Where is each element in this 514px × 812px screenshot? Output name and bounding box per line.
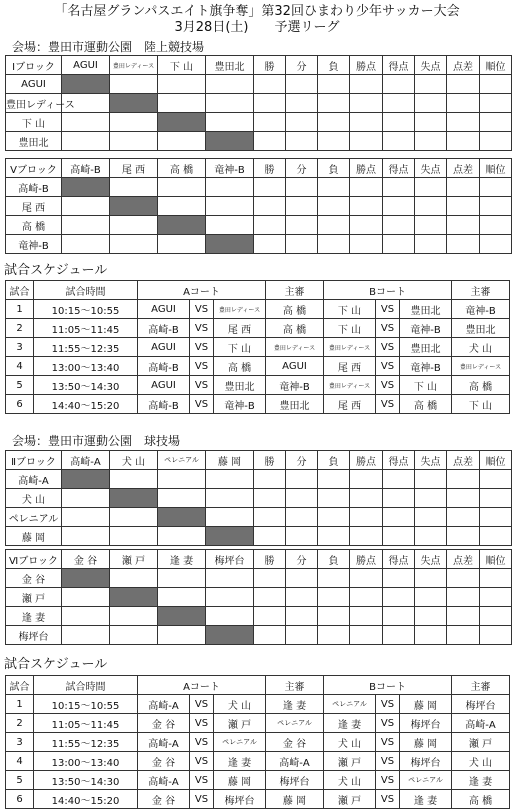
block-table-6 — [5, 549, 512, 645]
block-team-row — [6, 94, 512, 113]
title-line-2: 3月28日(土) 予選リーグ — [174, 20, 340, 35]
match-no: 5 — [6, 771, 34, 790]
self-match-cell — [62, 178, 110, 197]
block-team-row — [6, 178, 512, 197]
self-match-cell — [158, 216, 206, 235]
team-row-label: 犬 山 — [6, 489, 62, 508]
block-team-row — [6, 626, 512, 645]
schedule-header-row — [6, 281, 510, 300]
team-row-label: AGUI — [6, 75, 62, 94]
col-head-b-court: Bコート — [324, 281, 452, 300]
vs-label: VS — [190, 395, 214, 414]
match-no: 1 — [6, 695, 34, 714]
result-col-head: 負 — [318, 451, 350, 470]
self-match-cell — [62, 470, 110, 489]
a-away-team: 犬 山 — [214, 695, 266, 714]
col-head-time: 試合時間 — [34, 281, 138, 300]
team-col-head: 尾 西 — [110, 159, 158, 178]
match-time: 10:15～10:55 — [34, 695, 138, 714]
b-away-team: 下 山 — [400, 376, 452, 395]
table-row — [6, 733, 510, 752]
result-col-head: 得点 — [383, 451, 415, 470]
a-referee: 高 橋 — [266, 319, 324, 338]
b-home-team: 下 山 — [324, 319, 376, 338]
vs-label: VS — [376, 695, 400, 714]
team-col-head: 藤 岡 — [206, 451, 254, 470]
match-no: 3 — [6, 733, 34, 752]
b-home-team: 犬 山 — [324, 733, 376, 752]
b-referee: 下 山 — [452, 395, 510, 414]
table-row — [6, 376, 510, 395]
a-referee: 藤 岡 — [266, 790, 324, 809]
col-head-referee: 主審 — [266, 281, 324, 300]
result-col-head: 順位 — [480, 56, 512, 75]
b-referee: 梅坪台 — [452, 695, 510, 714]
team-row-label: ペレニアル — [6, 508, 62, 527]
block-header-row — [6, 550, 512, 569]
match-time: 13:50～14:30 — [34, 376, 138, 395]
result-col-head: 負 — [318, 159, 350, 178]
vs-label: VS — [376, 376, 400, 395]
result-col-head: 負 — [318, 56, 350, 75]
result-col-head: 点差 — [447, 56, 480, 75]
vs-label: VS — [376, 714, 400, 733]
b-home-team: 豊田レディース — [324, 338, 376, 357]
block-team-row — [6, 508, 512, 527]
vs-label: VS — [376, 300, 400, 319]
result-col-head: 失点 — [415, 56, 447, 75]
block-team-row — [6, 235, 512, 254]
b-away-team: 豊田北 — [400, 338, 452, 357]
a-home-team: AGUI — [138, 300, 190, 319]
match-no: 2 — [6, 319, 34, 338]
match-time: 11:05～11:45 — [34, 319, 138, 338]
a-home-team: 高崎-B — [138, 395, 190, 414]
b-home-team: 犬 山 — [324, 771, 376, 790]
b-away-team: 逢 妻 — [400, 790, 452, 809]
block-label: Ⅰブロック — [6, 56, 62, 75]
team-col-head: 豊田北 — [206, 56, 254, 75]
table-row — [6, 790, 510, 809]
schedule-title-2: 試合スケジュール — [4, 657, 108, 672]
team-row-label: 竜神-B — [6, 235, 62, 254]
block-team-row — [6, 216, 512, 235]
match-time: 11:05～11:45 — [34, 714, 138, 733]
a-referee: 豊田北 — [266, 395, 324, 414]
match-time: 14:40～15:20 — [34, 790, 138, 809]
col-head-referee: 主審 — [452, 676, 510, 695]
schedule-table-1 — [5, 280, 510, 414]
block-label: Ⅵブロック — [6, 550, 62, 569]
vs-label: VS — [190, 319, 214, 338]
col-head-a-court: Aコート — [138, 281, 266, 300]
team-row-label: 豊田北 — [6, 132, 62, 151]
a-away-team: 梅坪台 — [214, 790, 266, 809]
match-no: 4 — [6, 357, 34, 376]
vs-label: VS — [190, 771, 214, 790]
result-col-head: 得点 — [383, 56, 415, 75]
team-col-head: AGUI — [62, 56, 110, 75]
block-header-row — [6, 451, 512, 470]
block-table-5 — [5, 158, 512, 254]
result-col-head: 分 — [286, 159, 318, 178]
b-referee: 高 橋 — [452, 790, 510, 809]
table-row — [6, 357, 510, 376]
schedule-title-1: 試合スケジュール — [4, 263, 108, 278]
a-home-team: 高崎-A — [138, 733, 190, 752]
self-match-cell — [110, 489, 158, 508]
col-head-referee: 主審 — [452, 281, 510, 300]
block-team-row — [6, 132, 512, 151]
match-no: 6 — [6, 790, 34, 809]
result-col-head: 勝 — [254, 159, 286, 178]
match-no: 6 — [6, 395, 34, 414]
a-home-team: 高崎-A — [138, 771, 190, 790]
self-match-cell — [158, 508, 206, 527]
match-no: 3 — [6, 338, 34, 357]
vs-label: VS — [376, 338, 400, 357]
self-match-cell — [158, 113, 206, 132]
block-team-row — [6, 489, 512, 508]
match-no: 4 — [6, 752, 34, 771]
team-col-head: ペレニアル — [158, 451, 206, 470]
b-home-team: 瀬 戸 — [324, 790, 376, 809]
b-referee: 犬 山 — [452, 338, 510, 357]
self-match-cell — [62, 569, 110, 588]
result-col-head: 勝 — [254, 550, 286, 569]
b-referee: 高 橋 — [452, 376, 510, 395]
table-row — [6, 319, 510, 338]
a-referee: 逢 妻 — [266, 695, 324, 714]
table-row — [6, 300, 510, 319]
vs-label: VS — [190, 733, 214, 752]
col-head-a-court: Aコート — [138, 676, 266, 695]
match-no: 2 — [6, 714, 34, 733]
block-team-row — [6, 470, 512, 489]
table-row — [6, 714, 510, 733]
vs-label: VS — [376, 395, 400, 414]
result-col-head: 失点 — [415, 159, 447, 178]
vs-label: VS — [376, 752, 400, 771]
team-row-label: 高 橋 — [6, 216, 62, 235]
block-header-row — [6, 56, 512, 75]
a-away-team: 下 山 — [214, 338, 266, 357]
b-referee: 高崎-A — [452, 714, 510, 733]
b-home-team: 下 山 — [324, 300, 376, 319]
a-referee: 高崎-A — [266, 752, 324, 771]
a-away-team: 藤 岡 — [214, 771, 266, 790]
result-col-head: 点差 — [447, 550, 480, 569]
match-time: 13:00～13:40 — [34, 752, 138, 771]
b-referee: 豊田レディース — [452, 357, 510, 376]
b-away-team: 藤 岡 — [400, 733, 452, 752]
a-away-team: 高 橋 — [214, 357, 266, 376]
b-away-team: 藤 岡 — [400, 695, 452, 714]
block-table-1 — [5, 55, 512, 151]
block-header-row — [6, 159, 512, 178]
a-away-team: ペレニアル — [214, 733, 266, 752]
schedule-header-row — [6, 676, 510, 695]
b-referee: 竜神-B — [452, 300, 510, 319]
result-col-head: 順位 — [480, 451, 512, 470]
block-label: Ⅱブロック — [6, 451, 62, 470]
result-col-head: 分 — [286, 550, 318, 569]
a-away-team: 逢 妻 — [214, 752, 266, 771]
a-referee: AGUI — [266, 357, 324, 376]
block-team-row — [6, 588, 512, 607]
self-match-cell — [206, 132, 254, 151]
vs-label: VS — [190, 752, 214, 771]
vs-label: VS — [376, 357, 400, 376]
vs-label: VS — [190, 714, 214, 733]
col-head-no: 試合 — [6, 676, 34, 695]
team-row-label: 尾 西 — [6, 197, 62, 216]
block-team-row — [6, 607, 512, 626]
a-home-team: 金 谷 — [138, 790, 190, 809]
b-home-team: 尾 西 — [324, 357, 376, 376]
team-col-head: 瀬 戸 — [110, 550, 158, 569]
result-col-head: 勝点 — [350, 550, 383, 569]
result-col-head: 勝点 — [350, 451, 383, 470]
self-match-cell — [206, 626, 254, 645]
result-col-head: 勝点 — [350, 159, 383, 178]
a-referee: 高 橋 — [266, 300, 324, 319]
team-col-head: 梅坪台 — [206, 550, 254, 569]
table-row — [6, 695, 510, 714]
b-away-team: 竜神-B — [400, 357, 452, 376]
table-row — [6, 771, 510, 790]
b-home-team: ペレニアル — [324, 695, 376, 714]
block-team-row — [6, 75, 512, 94]
b-away-team: 竜神-B — [400, 319, 452, 338]
team-row-label: 金 谷 — [6, 569, 62, 588]
a-away-team: 瀬 戸 — [214, 714, 266, 733]
col-head-referee: 主審 — [266, 676, 324, 695]
b-away-team: ペレニアル — [400, 771, 452, 790]
self-match-cell — [158, 607, 206, 626]
team-row-label: 高崎-B — [6, 178, 62, 197]
match-time: 11:55～12:35 — [34, 733, 138, 752]
schedule-table-2 — [5, 675, 510, 809]
table-row — [6, 395, 510, 414]
result-col-head: 得点 — [383, 159, 415, 178]
vs-label: VS — [376, 771, 400, 790]
match-time: 14:40～15:20 — [34, 395, 138, 414]
self-match-cell — [110, 588, 158, 607]
result-col-head: 負 — [318, 550, 350, 569]
vs-label: VS — [190, 790, 214, 809]
b-referee: 犬 山 — [452, 752, 510, 771]
match-time: 13:00～13:40 — [34, 357, 138, 376]
block-team-row — [6, 197, 512, 216]
a-home-team: 高崎-B — [138, 319, 190, 338]
team-col-head: 高崎-A — [62, 451, 110, 470]
self-match-cell — [206, 527, 254, 546]
result-col-head: 点差 — [447, 451, 480, 470]
self-match-cell — [206, 235, 254, 254]
a-away-team: 竜神-B — [214, 395, 266, 414]
block-team-row — [6, 527, 512, 546]
team-row-label: 藤 岡 — [6, 527, 62, 546]
a-referee: 金 谷 — [266, 733, 324, 752]
b-referee: 逢 妻 — [452, 771, 510, 790]
vs-label: VS — [190, 338, 214, 357]
b-home-team: 豊田レディース — [324, 376, 376, 395]
vs-label: VS — [190, 695, 214, 714]
b-referee: 瀬 戸 — [452, 733, 510, 752]
col-head-time: 試合時間 — [34, 676, 138, 695]
team-row-label: 下 山 — [6, 113, 62, 132]
team-col-head: 逢 妻 — [158, 550, 206, 569]
result-col-head: 勝 — [254, 56, 286, 75]
team-row-label: 瀬 戸 — [6, 588, 62, 607]
match-time: 10:15～10:55 — [34, 300, 138, 319]
team-row-label: 逢 妻 — [6, 607, 62, 626]
vs-label: VS — [376, 319, 400, 338]
vs-label: VS — [190, 376, 214, 395]
result-col-head: 分 — [286, 451, 318, 470]
self-match-cell — [62, 75, 110, 94]
team-col-head: 高 橋 — [158, 159, 206, 178]
b-away-team: 高 橋 — [400, 395, 452, 414]
a-home-team: 高崎-B — [138, 357, 190, 376]
vs-label: VS — [376, 733, 400, 752]
result-col-head: 失点 — [415, 451, 447, 470]
team-col-head: 犬 山 — [110, 451, 158, 470]
result-col-head: 得点 — [383, 550, 415, 569]
a-away-team: 豊田北 — [214, 376, 266, 395]
block-label: Ⅴブロック — [6, 159, 62, 178]
a-home-team: 金 谷 — [138, 714, 190, 733]
col-head-b-court: Bコート — [324, 676, 452, 695]
result-col-head: 点差 — [447, 159, 480, 178]
vs-label: VS — [376, 790, 400, 809]
team-col-head: 高崎-B — [62, 159, 110, 178]
vs-label: VS — [190, 357, 214, 376]
result-col-head: 順位 — [480, 159, 512, 178]
self-match-cell — [110, 197, 158, 216]
block-team-row — [6, 569, 512, 588]
team-col-head: 下 山 — [158, 56, 206, 75]
match-no: 5 — [6, 376, 34, 395]
b-away-team: 梅坪台 — [400, 714, 452, 733]
a-home-team: 金 谷 — [138, 752, 190, 771]
vs-label: VS — [190, 300, 214, 319]
team-col-head: 豊田レディース — [110, 56, 158, 75]
table-row — [6, 752, 510, 771]
table-row — [6, 338, 510, 357]
a-referee: 豊田レディース — [266, 338, 324, 357]
match-no: 1 — [6, 300, 34, 319]
block-team-row — [6, 113, 512, 132]
title-line-1: 「名古屋グランパスエイト旗争奪」第32回ひまわり少年サッカー大会 — [54, 4, 460, 19]
team-row-label: 高崎-A — [6, 470, 62, 489]
team-row-label: 豊田レディース — [6, 94, 62, 113]
a-away-team: 尾 西 — [214, 319, 266, 338]
team-row-label: 梅坪台 — [6, 626, 62, 645]
a-home-team: 高崎-A — [138, 695, 190, 714]
venue-1: 会場：豊田市運動公園 陸上競技場 — [12, 40, 205, 54]
a-referee: 竜神-B — [266, 376, 324, 395]
team-col-head: 金 谷 — [62, 550, 110, 569]
b-home-team: 瀬 戸 — [324, 752, 376, 771]
a-referee: 梅坪台 — [266, 771, 324, 790]
result-col-head: 勝点 — [350, 56, 383, 75]
a-home-team: AGUI — [138, 376, 190, 395]
a-away-team: 豊田レディース — [214, 300, 266, 319]
venue-2: 会場：豊田市運動公園 球技場 — [12, 434, 181, 448]
match-time: 11:55～12:35 — [34, 338, 138, 357]
result-col-head: 分 — [286, 56, 318, 75]
team-col-head: 竜神-B — [206, 159, 254, 178]
result-col-head: 勝 — [254, 451, 286, 470]
b-away-team: 豊田北 — [400, 300, 452, 319]
result-col-head: 失点 — [415, 550, 447, 569]
a-home-team: AGUI — [138, 338, 190, 357]
b-away-team: 梅坪台 — [400, 752, 452, 771]
result-col-head: 順位 — [480, 550, 512, 569]
b-home-team: 尾 西 — [324, 395, 376, 414]
b-home-team: 逢 妻 — [324, 714, 376, 733]
self-match-cell — [110, 94, 158, 113]
col-head-no: 試合 — [6, 281, 34, 300]
b-referee: 豊田北 — [452, 319, 510, 338]
match-time: 13:50～14:30 — [34, 771, 138, 790]
a-referee: ペレニアル — [266, 714, 324, 733]
block-table-2 — [5, 450, 512, 546]
